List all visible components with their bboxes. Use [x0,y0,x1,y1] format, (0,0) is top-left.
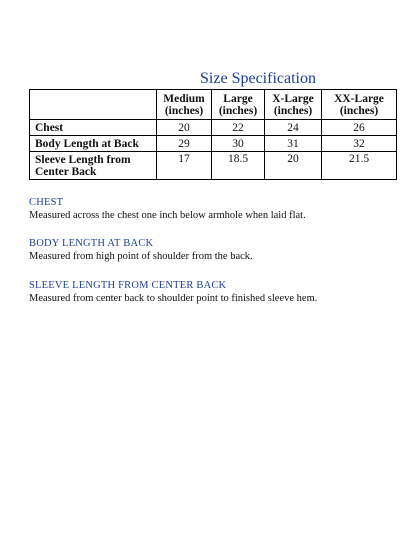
table-cell: 20 [157,120,212,136]
table-row-body-length [30,136,397,152]
header-xxlarge [322,90,397,120]
section-heading: CHEST [29,197,64,208]
header-xlarge [265,90,322,120]
header-medium-unit: (inches) [164,104,204,117]
header-empty-cell [30,90,157,120]
section-text: Measured across the chest one inch below armhole when laid flat. [29,210,306,221]
table-cell: 31 [265,136,322,152]
table-row-sleeve-length [30,152,397,180]
header-medium [157,90,212,120]
header-large-unit: (inches) [218,104,258,117]
section-body-length [29,237,399,263]
table-cell: 17 [157,152,212,180]
table-cell: 21.5 [322,152,397,180]
page-title: Size Specification [200,70,316,87]
table-cell: 30 [212,136,265,152]
table-cell: 24 [265,120,322,136]
table-cell: 18.5 [212,152,265,180]
section-sleeve-length [29,279,399,305]
section-text: Measured from high point of shoulder from the back. [29,251,253,262]
header-xxlarge-unit: (inches) [339,104,379,117]
header-xxlarge-size: XX-Large [334,92,384,105]
section-text: Measured from center back to shoulder point to finished sleeve hem. [29,293,318,304]
header-large-size: Large [223,92,253,105]
table-cell: 20 [265,152,322,180]
header-medium-size: Medium [163,92,205,105]
header-xlarge-size: X-Large [272,92,314,105]
section-chest [29,196,399,222]
table-cell: 29 [157,136,212,152]
section-heading: BODY LENGTH AT BACK [29,238,154,249]
table-header-row [30,90,397,120]
section-heading: SLEEVE LENGTH FROM CENTER BACK [29,280,227,291]
size-table [29,89,397,180]
table-cell: 22 [212,120,265,136]
row-label: Body Length at Back [30,136,157,152]
header-xlarge-unit: (inches) [273,104,313,117]
table-row-chest [30,120,397,136]
table-cell: 26 [322,120,397,136]
row-label: Sleeve Length from Center Back [30,152,157,180]
row-label: Chest [30,120,157,136]
header-large [212,90,265,120]
table-cell: 32 [322,136,397,152]
